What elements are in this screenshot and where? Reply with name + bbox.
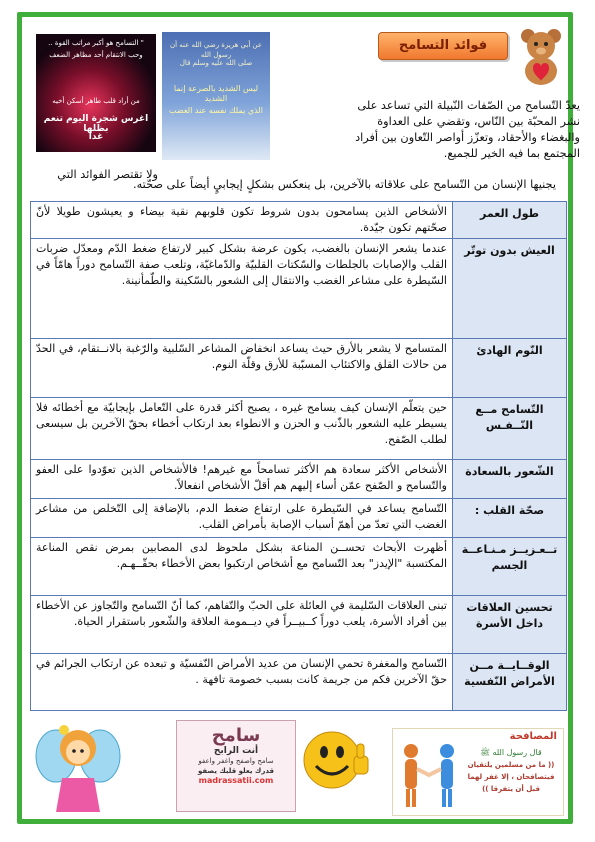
- table-row: [31, 538, 567, 596]
- handshake-people-icon: [397, 739, 461, 811]
- hands-line: قبل أن يتفرقا )): [482, 785, 540, 793]
- card-line: قدرك يعلو قلبك يصفو: [198, 767, 274, 775]
- row-text: تبنى العلاقات السّليمة في العائلة على الحبّ والتّفاهم، كما أنّ التّسامح والتّجاوز عن الأخطاء بين أفراد الأسرة، يلعب دوراً كــبيــراً في ديــمومة العلاقة والشّعور باستقرار الحياة.: [31, 596, 453, 654]
- quote-line: من أراد قلب طاهر أسكن أخيه: [52, 97, 140, 105]
- hadith-line: عن أبي هريرة رضي الله عنه أن رسول الله: [169, 41, 263, 59]
- row-heading: الشّعور بالسعادة: [453, 460, 567, 499]
- hands-line: قال رسول الله ﷺ: [480, 748, 542, 757]
- intro-tail: ولا تقتصر الفوائد التي: [57, 168, 158, 181]
- row-heading: العيش بدون توتّر: [453, 239, 567, 339]
- quote-image-forgiveness: [36, 34, 156, 152]
- page-title: فوائد التسامح: [378, 32, 508, 60]
- hadith-line: صلى الله عليه وسلم قال: [179, 59, 253, 67]
- intro-line: يعدّ التّسامح من الصّفات النّبيلة التي تساعد على: [357, 99, 580, 112]
- table-row: [31, 339, 567, 398]
- quote-line: اغرس شجرة اليوم تنعم بظلها: [43, 114, 149, 134]
- row-text: التّسامح يساعد في السّيطرة على ارتفاع ضغط الدم، بالإضافة إلى التّخلص من مشاعر الغضب التي تعدّ من أهمّ أسباب الإصابة بأمراض القلب.: [31, 499, 453, 538]
- intro-line: المجتمع بما فيه الخير للجميع.: [443, 147, 580, 160]
- table-row: [31, 460, 567, 499]
- row-text: المتسامح لا يشعر بالأرق حيث يساعد انخفاض المشاعر السّلبية والرّغبة بالانــتقام، في الحدّ من حالات القلق والاكتئاب المسبّبة للأرق وقلّة النوم.: [31, 339, 453, 398]
- intro-line: نشر المحبّة بين النّاس، وتقضي على العداوة: [377, 115, 580, 128]
- row-text: حين يتعلّم الإنسان كيف يسامح غيره ، يصبح أكثر قدرة على التّعامل بإيجابيّة مع أخطائه فلا يسيطر عليه الشعور بالذّنب و الحزن و الانطواء بعد ارتكاب أخطاء بحقّ الآخرين بل سيسعى لطلب الصّفح.: [31, 398, 453, 460]
- card-line: أنت الرابح: [213, 746, 259, 756]
- quote-line: وحب الانتقام أحد مظاهر الضعف: [49, 51, 143, 59]
- hadith-line: الذي يملك نفسه عند الغضب: [169, 106, 263, 115]
- benefits-table: [30, 201, 567, 711]
- table-row: [31, 398, 567, 460]
- thumbs-up-smiley-icon: [302, 726, 372, 800]
- card-title: سامح: [211, 725, 261, 746]
- row-heading: تحسين العلاقات داخل الأسرة: [453, 596, 567, 654]
- quote-line: غدا: [88, 132, 104, 142]
- row-heading: النّوم الهادئ: [453, 339, 567, 398]
- table-row: [31, 596, 567, 654]
- row-heading: الوقــايــة مــن الأمراض النّفسية: [453, 654, 567, 711]
- intro-paragraph: [200, 98, 580, 162]
- row-text: عندما يشعر الإنسان بالغضب، يكون عرضة بشكل كبير لارتفاع ضغط الدّم ومعدّل ضربات القلب والإصابات بالجلطات والسّكتات القلبيّة والدّماغيّة، وتلعب صفة التّسامح دوراً هامّاً في السّيطرة على مشاعر الغضب والانتقال إلى الشعور بالسّكينة والطّمأنينة.: [31, 239, 453, 339]
- row-heading: تــعـزيــز مـنـاعــة الجسم: [453, 538, 567, 596]
- table-row: [31, 499, 567, 538]
- intro-line: والبغضاء والأحقاد، وتعزّز أواصر التّعاون بين أفراد: [355, 131, 580, 144]
- row-text: التّسامح والمغفرة تحمي الإنسان من عديد الأمراض النّفسيّة و تبعده عن ارتكاب الجرائم في حقّ الآخرين فكم من جريمة كانت بسبب خصومة تافهة .: [31, 654, 453, 711]
- intro-line: يجنيها الإنسان من التّسامح على علاقاته بالآخرين، بل ينعكس بشكلٍ إيجابيٍ أيضاً على صحّته.: [133, 178, 556, 191]
- fairy-image: [34, 718, 122, 818]
- hands-line: (( ما من مسلمين يلتقيان: [467, 761, 555, 769]
- forgive-card-image: [176, 720, 296, 812]
- handshake-image: [392, 728, 564, 816]
- row-heading: طول العمر: [453, 202, 567, 239]
- row-text: أظهرت الأبحاث تحســن المناعة بشكل ملحوظ لدى المصابين بمرض نقص المناعة المكتسبة "الإيدز" بعد التّسامح مع أشخاص ارتكبوا بعض الأخطاء بحقّــهـم.: [31, 538, 453, 596]
- hadith-line: ليس الشديد بالصرعة إنما الشديد: [173, 84, 259, 103]
- hands-line: فيتصافحان ، إلا غفر لهما: [467, 773, 555, 781]
- row-text: الأشخاص الذين يسامحون بدون شروط تكون قلوبهم نقية بيضاء و يعيشون طويلا لأنّ صحّتهم تكون جيّدة.: [31, 202, 453, 239]
- quote-line: " التسامح هو أكبر مراتب القوة ..: [48, 39, 144, 47]
- row-text: الأشخاص الأكثر سعادة هم الأكثر تسامحاً مع غيرهم! فالأشخاص الذين تعوّدوا على العفو والتّسامح و الصّفح عمّن أساء إليهم هم أقلّ الأشخاص انفعالاً.: [31, 460, 453, 499]
- table-row: [31, 654, 567, 711]
- card-line: سامح واصفح واغفر واعفو: [198, 757, 274, 765]
- row-heading: صحّة القلب :: [453, 499, 567, 538]
- teddy-bear-image: [516, 26, 566, 86]
- table-row: [31, 239, 567, 339]
- hands-title: المصافحة: [509, 731, 557, 742]
- table-row: [31, 202, 567, 239]
- card-url: madrassatii.com: [198, 776, 274, 785]
- row-heading: التّسامح مــع النّــفـس: [453, 398, 567, 460]
